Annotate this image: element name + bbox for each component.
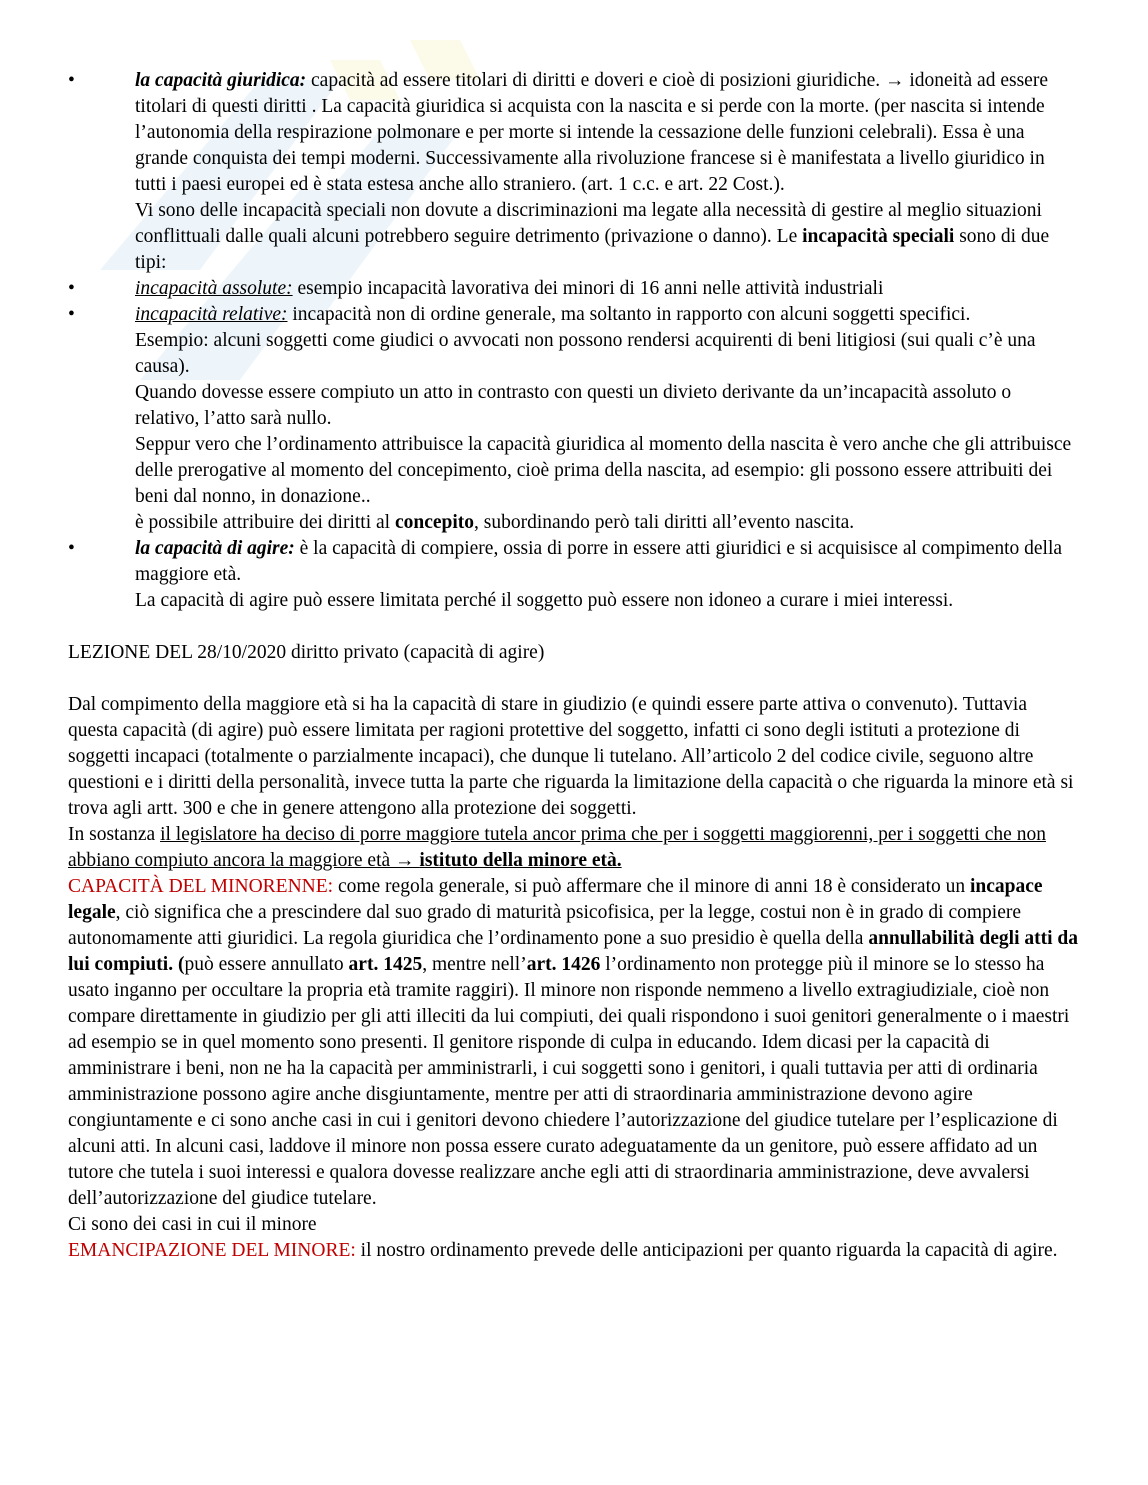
paragraph-emancipazione: EMANCIPAZIONE DEL MINORE: il nostro ordinamento prevede delle anticipazioni per quanto riguarda la capacità di agire. — [68, 1240, 1058, 1261]
paragraph-in-sostanza: In sostanza il legislatore ha deciso di porre maggiore tutela ancor prima che per i soggetti maggiorenni, per i soggetti che non abbiano compiuto ancora la maggiore età → istituto della minore età. — [68, 824, 1046, 871]
term: la capacità di agire: — [135, 538, 295, 559]
bold-term: incapacità speciali — [802, 226, 955, 247]
bold-term: istituto della minore età. — [419, 850, 622, 871]
paragraph-capacita-minorenne: CAPACITÀ DEL MINORENNE: come regola generale, si può affermare che il minore di anni 18 è considerato un incapace legale, ciò significa che a prescindere dal suo grado di maturità psicofisica, per la legge, costui non è in grado di compiere autonomamente atti giuridici. La regola giuridica che l’ordinamento pone a suo presidio è quella della annullabilità degli atti da lui compiuti. (può essere annullato art. 1425, mentre nell’art. 1426 l’ordinamento non protegge più il minore se lo stesso ha usato inganno per occultare la propria età tramite raggiri). Il minore non risponde nemmeno a livello extragiudiziale, cioè non compare direttamente in giudizio per gli atti illeciti da lui compiuti, dei quali rispondono i suoi genitori generalmente o i maestri ad esempio se in quel momento sono presenti. Il genitore risponde di culpa in educando. Idem dicasi per la capacità di amministrare i beni, non ne ha la capacità per amministrarli, i cui soggetti sono i genitori, i quali tuttavia per atti di ordinaria amministrazione possono agire anche disgiuntamente, mentre per atti di straordinaria amministrazione devono agire congiuntamente e ci sono anche casi in cui i genitori devono chiedere l’autorizzazione del giudice tutelare per l’esplicazione di alcuni atti. In alcuni casi, laddove il minore non possa essere curato adeguatamente da un genitore, può essere affidato ad un tutore che tutela i suoi interessi e qualora dovesse realizzare anche egli atti di straordinaria amministrazione, deve avvalersi dell’autorizzazione del giudice tutelare. — [68, 876, 1078, 1209]
bold-term: concepito — [394, 512, 475, 533]
bullet-continuation: è possibile attribuire dei diritti al concepito, subordinando però tali diritti all’evento nascita. — [135, 512, 855, 533]
section-heading-red: CAPACITÀ DEL MINORENNE: — [68, 876, 334, 897]
bullet-capacita-di-agire — [68, 536, 1080, 614]
bullet-dot: • — [68, 278, 75, 299]
bullet-continuation: Seppur vero che l’ordinamento attribuisce la capacità giuridica al momento della nascita è vero anche che gli attribuisce delle prerogative al momento del concepimento, cioè prima della nascita, ad esempio: gli possono essere attribuiti dei beni dal nonno, in donazione.. — [135, 434, 1072, 507]
definition: è la capacità di compiere, ossia di porre in essere atti giuridici e si acquisisce al compimento della maggiore età. — [135, 538, 1063, 585]
document-page — [68, 68, 1080, 1264]
bullet-dot: • — [68, 70, 75, 91]
definition: incapacità non di ordine generale, ma soltanto in rapporto con alcuni soggetti specifici. — [287, 304, 971, 325]
bullet-capacita-giuridica — [68, 68, 1080, 276]
bullet-incapacita-assolute — [68, 276, 1080, 302]
term: incapacità relative: — [135, 304, 288, 325]
bullet-text — [135, 68, 1080, 198]
bullet-continuation: Vi sono delle incapacità speciali non dovute a discriminazioni ma legate alla necessità di gestire al meglio situazioni conflittuali dalle quali alcuni potrebbero seguire detrimento (privazione o danno). Le incapacità speciali sono di due tipi: — [135, 200, 1050, 273]
bullet-text — [135, 536, 1080, 588]
bullet-dot: • — [68, 304, 75, 325]
bullet-dot: • — [68, 538, 75, 559]
term: incapacità assolute: — [135, 278, 293, 299]
bullet-continuation: Esempio: alcuni soggetti come giudici o avvocati non possono rendersi acquirenti di beni litigiosi (sui quali c’è una causa). — [135, 330, 1036, 377]
bullet-incapacita-relative — [68, 302, 1080, 536]
bullet-continuation: Quando dovesse essere compiuto un atto in contrasto con questi un divieto derivante da un’incapacità assoluto o relativo, l’atto sarà nullo. — [135, 382, 1012, 429]
bullet-text — [135, 302, 1080, 328]
lesson-heading: LEZIONE DEL 28/10/2020 diritto privato (capacità di agire) — [68, 642, 545, 663]
bullet-continuation: La capacità di agire può essere limitata perché il soggetto può essere non idoneo a curare i miei interessi. — [135, 590, 954, 611]
paragraph-casi-minore: Ci sono dei casi in cui il minore — [68, 1214, 317, 1235]
term: la capacità giuridica: — [135, 70, 307, 91]
definition: capacità ad essere titolari di diritti e doveri e cioè di posizioni giuridiche. → idoneità ad essere titolari di questi diritti . La capacità giuridica si acquista con la nascita e si perde con la morte. (per nascita si intende l’autonomia della respirazione polmonare e per morte si intende la cessazione delle funzioni celebrali). Essa è una grande conquista dei tempi moderni. Successivamente alla rivoluzione francese si è manifestata a livello giuridico in tutti i paesi europei ed è stata estesa anche allo straniero. (art. 1 c.c. e art. 22 Cost.). — [135, 70, 1048, 195]
section-heading-red: EMANCIPAZIONE DEL MINORE: — [68, 1240, 356, 1261]
bullet-text — [135, 276, 1080, 302]
definition: esempio incapacità lavorativa dei minori di 16 anni nelle attività industriali — [292, 278, 884, 299]
paragraph-capacita-stare-in-giudizio: Dal compimento della maggiore età si ha la capacità di stare in giudizio (e quindi essere parte attiva o convenuto). Tuttavia questa capacità (di agire) può essere limitata per ragioni protettive del soggetto, infatti ci sono degli istituti a protezione di soggetti incapaci (totalmente o parzialmente incapaci), che dunque li tutelano. All’articolo 2 del codice civile, seguono altre questioni e i diritti della personalità, invece tutta la parte che riguarda la limitazione della capacità o che riguarda la minore età si trova agli artt. 300 e che in genere attengono alla protezione dei soggetti. — [68, 694, 1074, 819]
